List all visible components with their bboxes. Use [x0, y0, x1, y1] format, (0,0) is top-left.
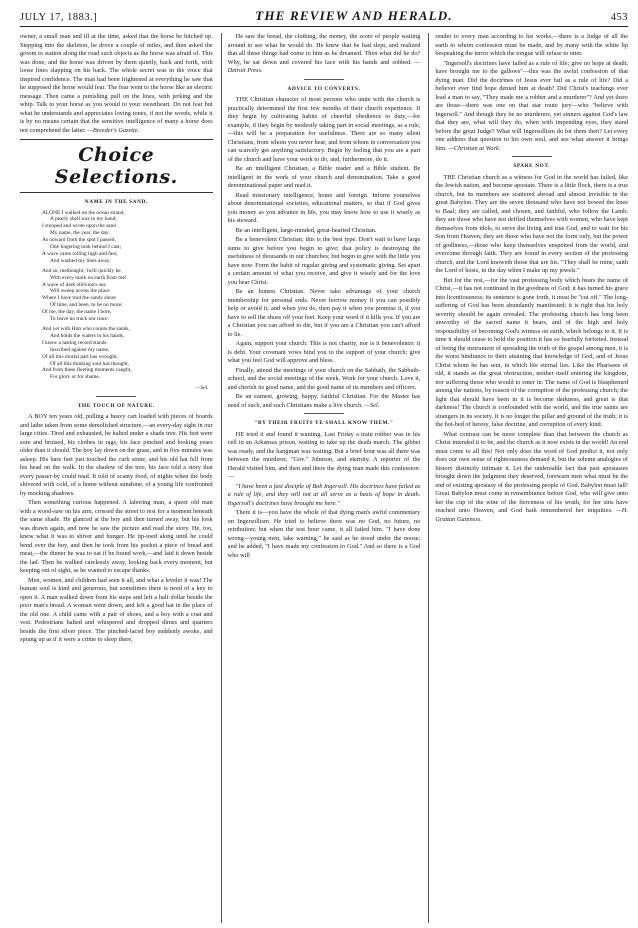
article-paragraph: Finally, attend the meetings of your church on the Sabbath, the Sabbath-school, and the social meetings of the week. Work for your church. Love it, and cherish its good name, and the good name of its members and officers.	[227, 366, 421, 391]
section-heading: Choice Selections.	[54, 144, 178, 188]
poem-stanza	[42, 268, 213, 323]
article-paragraph: HE tried it and found it wanting. Last Friday a train robber was in his cell in an Arkansas prison, waiting to take up the death march. The gibbet was ready, and the hangman was waiting. But a brief hour was all there was between the murderer, "Gov." Johnson, and eternity. A reporter of the Herald visited him, and then and there the dying man made this confession:—	[227, 430, 421, 480]
poem-line: And so, methought, 'twill quickly be	[42, 267, 121, 274]
divider	[304, 413, 344, 414]
poem-title: NAME IN THE SAND.	[84, 199, 148, 205]
poem	[20, 210, 213, 382]
divider	[20, 192, 213, 193]
poem-line: And yet with Him who counts the sands,	[42, 326, 130, 332]
poem-line: With every mark on earth from me!	[50, 274, 127, 281]
divider	[304, 79, 344, 80]
article-paragraph: Be an intelligent, large-minded, great-hearted Christian.	[235, 226, 377, 234]
poem-line: Will sweep across the place	[50, 288, 110, 295]
article-paragraph: render to every man according to his works,—there is a Judge of all the earth to whom confession must be made, and by many with the white lip bespeaking the terror which the tongue will refuse to utter.	[435, 33, 629, 57]
horse-article-text: owner, a small man and ill at the time, asked that the horse be hitched up. Stepping into the skeleton, he drove a couple of miles, and then asked the groom to station along the road such objects as the horse was afraid of. This was done, and the horse was driven by them quietly, back and forth, with loose lines slapping on his back. The whole secret was in the voice that inspired confidence. The man had been frightened at everything he saw that he supposed the horse would fear. The fear went to the horse like an electric message. Then came a punishing pull on the lines, with jerking and the whip. Talk to your horse as you would to your sweetheart. Do not fear but what he understands and appreciates loving tones, if not the words, while it is by no means certain that the sensitive intelligence of many a horse does not comprehend the latter. —Breeder's Gazette.	[20, 33, 213, 134]
poem-line: I stooped and wrote upon the sand	[42, 223, 116, 230]
poem-line: Of all this thinking soul has thought,	[50, 360, 129, 367]
divider	[512, 156, 552, 157]
poem-line: Of me, the day, the name I bore,	[42, 309, 112, 316]
poem-line: ALONE I walked on the ocean strand,	[42, 209, 125, 216]
poem-line: Where I have trod the sandy shore	[42, 295, 116, 302]
article-paragraph: Be an intelligent Christian, a Bible reader and a Bible student. Be intelligent in the work of your church and denomination. Take a good denominational paper and read it.	[227, 165, 421, 189]
poem-signature: —Sel.	[195, 385, 209, 392]
article-signature: —Sel.	[364, 401, 380, 409]
poem-line: For glory or for shame.	[50, 374, 101, 381]
article-paragraph: Be an honest Christian. Never take advantage of your church membership for personal ends. Never borrow money if you can possibly help or avoid it; and when you do, then pay it when you promise it, if you have to sell the shoes off your feet. Keep your word if it kills you. If you are a Christian you can afford to die, but if you are a Christian you can't afford to lie.	[227, 288, 421, 338]
article-paragraph: There it is—you have the whole of that dying man's awful commentary on Ingersollism. He tried to believe there was no God, no future, no retribution; but when the test hour came, it all failed him. "I have done wrong—young men, take warning," he said as he stood under the noose; and he added, "I have made my confession to God." And so there is a God who will	[227, 509, 421, 559]
poem-line: As onward from the spot I passed,	[42, 237, 116, 244]
article-paragraph: "Ingersoll's doctrines have failed as a rule of life; give no hope at death; have brought me to the gallows"—this was the awful confession of that dying man. Did the doctrines of Jesus ever fail as a rule of life? Did a believer ever find hope denied him at death? Did Christ's teachings ever lead a man to say, "They made me a robber and a murderer"? And yet there are those—there was one on that star route jury—who "believe with Ingersoll." And though they be no murderers, yet sinners against God's law that they are, what will they do, when with impending eyes, they stand before the great Judge? What will Ingersollism do for them then? Let every one address that question to his own soul, and see what answer it brings him. —Christian at Work.	[435, 59, 629, 152]
article-source: —Christian at Work.	[448, 144, 501, 152]
article-source: —H. Grattan Guinness.	[435, 507, 629, 523]
article-paragraph: Again, support your church. This is not charity, nor is it benevolence; it is debt. Your covenant vows bind you to the support of your church; give what you feel God will approve and bless.	[227, 340, 421, 364]
issue-date: JULY 17, 1883.]	[20, 12, 98, 23]
poem-line: My name, the year, the day.	[50, 230, 110, 237]
article-paragraph: Be an earnest, growing, happy, faithful Christian. For the Master has need of such, and such Christians make a live church. —Sel.	[227, 393, 421, 409]
confession-quote: "I have been a fast disciple of Bob Ingersoll. His doctrines have failed as a rule of life, and they will not at all serve as a basis of hope in death. Ingersoll's doctrines have brought me here."	[227, 482, 421, 507]
article-title-fruits: "BY THEIR FRUITS YE SHALL KNOW THEM."	[254, 420, 394, 426]
horse-article-source: —Breeder's Gazette.	[87, 126, 140, 134]
poem-line: Inscribed against my name,	[50, 346, 110, 353]
divider	[96, 396, 136, 397]
column-1	[20, 33, 213, 923]
poem-stanza	[42, 326, 213, 381]
article-paragraph: Read missionary intelligence, home and foreign. Inform yourselves about denominational societies, educational matters, so that if God gives you money as you advance in life, you may know how to use it wisely as his steward.	[227, 191, 421, 224]
poem-line: And holds the waters in his hands,	[50, 332, 125, 339]
poem-line: Of time, and been, to be no more;	[50, 302, 123, 309]
article-paragraph: But for the rest,—for the vast professing body which bears the name of Christ,—it has not continued in the goodness of God; it has turned his grace into licentiousness; its sentence is gone forth, it must be "cut off." The long-suffering of God has been abundantly manifested; it is right that his holy severity should be again revealed. The professing church has long been unworthy of the sacred name it bears, and of the high and holy responsibility of becoming God's witness on earth, which belongs to it. It is time it should cease to hold the position it has so fearfully forfeited. Instead of being the instrument of spreading the truth of the gospel among men, it is the worst hindrance to their attaining that knowledge of God, and of Jesus Christ whom he has sent, in which life eternal lies. Like the Pharisees of old, it stands as the great obstruction, neither itself entering the kingdom, nor suffering those who would to enter in. The name of God is blasphemed among the nations, by reason of the corruption of the professing church; the light that should have been in it is become darkness, and great is that darkness! The church is confounded with the world, and the true saints are strangers in its society. It is no longer the pillar and ground of the truth; it is the hot-bed of heresy, false doctrine, and corruption of every kind.	[435, 276, 629, 428]
publication-title: THE REVIEW AND HERALD.	[255, 8, 453, 23]
text-columns	[20, 33, 628, 923]
poem-line: One lingering look behind I cast;	[50, 244, 122, 251]
poem-stanza	[42, 210, 213, 265]
poem-line: And washed my lines away.	[50, 257, 111, 264]
story-title: THE TOUCH OF NATURE.	[77, 402, 155, 409]
column-3	[428, 33, 628, 923]
story-paragraph: A BOY ten years old, pulling a heavy cart loaded with pieces of boards and lathe taken from some demolished structure,—an every-day sight in our large cities. Tired and exhausted, he halted under a shade tree. His feet were sore and bruised, his clothes in rags, his face pinched and looking years older than it should. The boy lay down on the grass, and in five minutes was asleep. His bare feet just touched the curb stone, and his old hat fell from his head on the walk. In the shadow of the tree, his face told a story that every passer-by could read. It told of scanty food, of nights when the body shivered with cold, of a home without sunshine, of a young life confronted by mocking shadows.	[20, 413, 213, 497]
poem-line: A wave came rolling high and fast,	[42, 250, 118, 257]
poem-line: Of all this mortal part has wrought,	[42, 353, 118, 360]
article-paragraph: THE Christian character of most persons who unite with the church is practically determined the first few months of their church experience. If they begin by cultivating habits of cheerful obedience to duty,—for example, if they begin by modestly taking part in social meetings, as a rule,—this will be a preparation for usefulness. There are so many silent Christians, from whom you never hear, and from whom in conversation you can scarcely get anything satisfactory. Begin by feeling that you are a part of the church and have your work to do, and, furthermore, do it.	[227, 96, 421, 163]
story-source: —Detroit Press.	[227, 58, 421, 74]
article-title-advice: ADVICE TO CONVERTS.	[287, 85, 361, 92]
article-paragraph: Be a benevolent Christian; this is the best type. Don't wait to have large sums to give before you begin to give; that policy is destroying the usefulness of thousands in our churches; but begin to give with the little you have now. Form the habit of regular giving and systematic giving. Set apart a certain amount of what you receive, and give it wisely and for the love you bear Christ.	[227, 236, 421, 286]
poem-line: A pearly shell was in my hand;	[50, 216, 117, 223]
poem-line: And from these fleeting moments caught,	[42, 367, 132, 374]
page-header	[20, 8, 628, 27]
column-2	[221, 33, 421, 923]
story-paragraph: Men, women, and children had seen it all, and what a leveler it was! The human soul is kind and generous, but sometimes there is need of a key to open it. A man walked down from his steps and left a half dollar beside the poor man's bread. A woman went down, and left a good hat in the place of the old one. A child came with a pair of shoes, and a boy with a coat and vest. Pedestrians halted and whispered and dropped dimes and quarters beside the first silver piece. The pinched-faced boy suddenly awoke, and sprang up as if it were a crime to sleep there,	[20, 576, 213, 644]
article-title-spare-not: SPARE NOT.	[513, 163, 551, 169]
poem-line: I know a lasting record stands	[42, 339, 107, 346]
page-number: 453	[610, 12, 628, 23]
divider	[20, 139, 213, 140]
poem-line: A wave of dark oblivion's sea	[42, 281, 106, 288]
article-paragraph: What contrast can be more complete than that between the church as Christ intended it to be, and the church as it now exists in the world! An end must come to all this! Not only does the word of God predict it, not only does our own sense of righteousness demand it, but the solemn analogies of history distinctly intimate it. Let the undeniable fact that past apostasies brought down the judgment they deserved, forewarn men what must be the end of existing apostasy of the professing people of God. Babylon must fall! Great Babylon must come in remembrance before God, who will give unto her the cup of the wine of the fierceness of his wrath, for her sins have reached unto Heaven, and God hath remembered her iniquities. —H. Grattan Guinness.	[435, 430, 629, 523]
story-paragraph: Then something curious happened. A laboring man, a queer old man with a wood-saw on his arm, crossed the street to rest for a moment beneath the same shade. He glanced at the boy and then turned away, but his look was drawn again, and now he saw the picture and read the story. He, too, knew what it was to shiver and hunger. He tip-toed along until he could bend over the boy, and then he took from his pocket a piece of bread and meat,—the dinner he was to eat if he found work,—and laid it down beside the lad. Then he walked carelessly away, looking back every moment, but keeping out of sight, as he wanted to escape thanks.	[20, 499, 213, 575]
article-paragraph: THE Christian church as a witness for God in the world has failed, like the Jewish nation, and become apostate. There is a little flock, there is a true church, but its members are scattered abroad and almost invisible in the great Babylon. They are the seven thousand who have not bowed the knee to Baal; they are called, and chosen, and faithful, who follow the Lamb; they are those who have not defiled themselves with women, who have kept themselves from idols, to serve the living and true God, and to wait for his Son from Heaven; they are those who have not the form only, but the power of godliness,—those who keep themselves unspotted from the world, and overcome through faith. They are found in every section of the professing church, and the Lord knoweth those that are his. "They shall be mine, saith the Lord of hosts, in the day when I make up my jewels."	[435, 173, 629, 274]
poem-line: To leave no track nor trace.	[50, 316, 109, 323]
story-conclusion: He saw the bread, the clothing, the money, the score of people waiting around to see what he would do. He knew that he had slept, and realized that all these things had come to him as he dreamed. Then what did he do? Why, he sat down and covered his face with his hands and sobbed. —Detroit Press.	[227, 33, 421, 74]
